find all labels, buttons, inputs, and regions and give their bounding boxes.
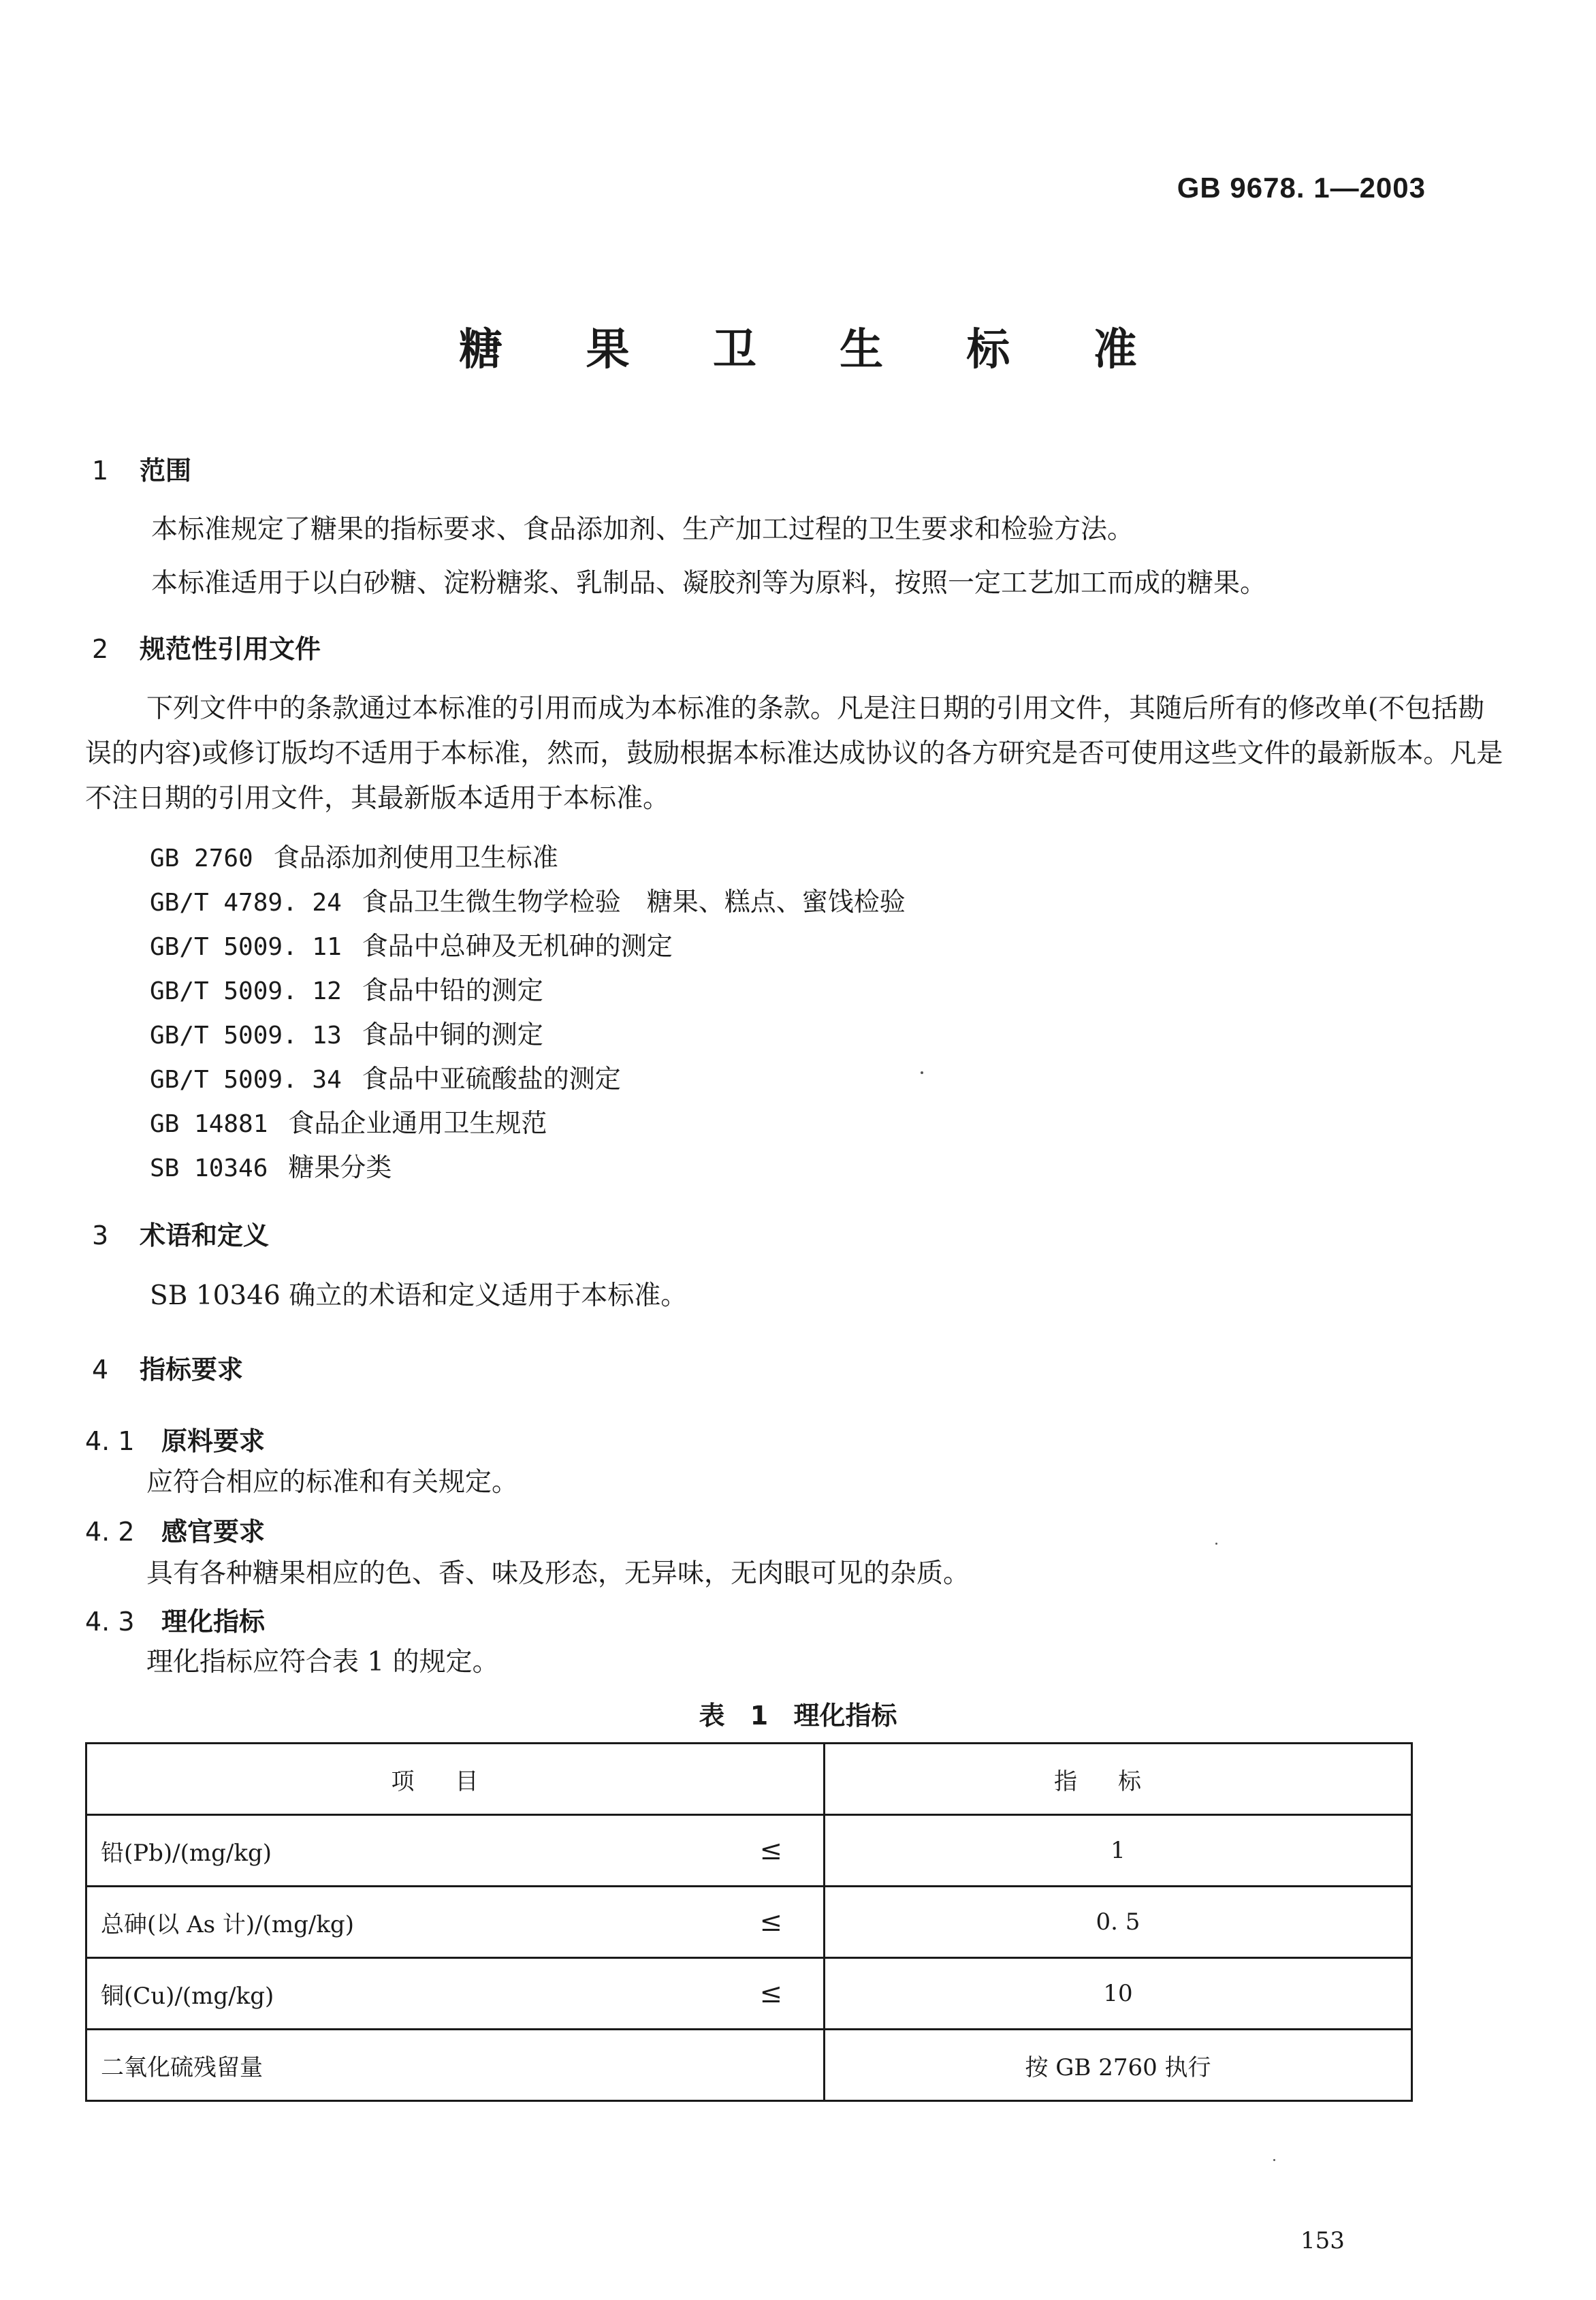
row-item-label: 二氧化硫残留量 [101, 2053, 263, 2081]
section-number: 1 [92, 456, 109, 486]
reference-item [150, 1102, 547, 1139]
section-1-heading [92, 450, 191, 487]
subsection-title: 感官要求 [161, 1517, 266, 1547]
standard-code: GB 9678. 1—2003 [1177, 172, 1426, 204]
section-3-heading [92, 1214, 269, 1252]
subsection-4-2-para: 具有各种糖果相应的色、香、味及形态，无异味，无肉眼可见的杂质。 [146, 1558, 970, 1589]
reference-item [150, 925, 673, 962]
reference-name: 食品企业通用卫生规范 [288, 1108, 547, 1138]
reference-name: 食品中亚硫酸盐的测定 [362, 1064, 621, 1094]
reference-item [150, 969, 543, 1007]
reference-code: GB 2760 [150, 845, 253, 872]
row-item [86, 1958, 825, 2030]
document-title: 糖 果 卫 生 标 准 [459, 325, 1171, 375]
row-item-label: 总砷(以 As 计)/(mg/kg) [101, 1910, 354, 1938]
subsection-4-1-para: 应符合相应的标准和有关规定。 [146, 1467, 519, 1498]
reference-code: GB/T 4789. 24 [150, 889, 342, 917]
subsection-number: 4. 3 [85, 1607, 135, 1637]
section-4-heading [92, 1349, 243, 1386]
reference-code: GB/T 5009. 11 [150, 933, 342, 961]
row-operator: ≤ [759, 1906, 782, 1938]
reference-item [150, 1013, 543, 1051]
table-row [86, 1815, 1412, 1887]
subsection-4-1-heading [85, 1420, 265, 1458]
reference-name: 食品卫生微生物学检验 糖果、糕点、蜜饯检验 [362, 887, 906, 917]
row-operator: ≤ [759, 1835, 782, 1866]
row-operator: ≤ [759, 1978, 782, 2009]
table-row [86, 1887, 1412, 1958]
table-row [86, 1958, 1412, 2030]
section-number: 4 [92, 1355, 109, 1385]
row-value: 1 [825, 1815, 1412, 1887]
column-header-item: 项目 [86, 1744, 825, 1815]
section-2-heading [92, 628, 321, 665]
reference-code: GB 14881 [150, 1110, 268, 1138]
section-3-para: SB 10346 确立的术语和定义适用于本标准。 [150, 1280, 688, 1311]
reference-name: 糖果分类 [288, 1152, 392, 1182]
scan-speck [921, 1071, 923, 1074]
row-item [86, 1887, 825, 1958]
section-title: 指标要求 [140, 1355, 244, 1385]
row-value: 0. 5 [825, 1887, 1412, 1958]
reference-item [150, 1058, 621, 1095]
row-item-label: 铜(Cu)/(mg/kg) [101, 1982, 274, 2010]
table-caption: 表 1 理化指标 [699, 1701, 897, 1731]
reference-name: 食品中总砷及无机砷的测定 [362, 931, 673, 961]
spec-table [85, 1742, 1413, 2102]
table-row [86, 2030, 1412, 2101]
reference-name: 食品添加剂使用卫生标准 [273, 842, 558, 872]
row-item-label: 铅(Pb)/(mg/kg) [101, 1839, 272, 1867]
row-value: 10 [825, 1958, 1412, 2030]
subsection-4-3-para: 理化指标应符合表 1 的规定。 [146, 1647, 499, 1677]
row-item [86, 1815, 825, 1887]
section-number: 3 [92, 1220, 109, 1250]
table-header-row [86, 1744, 1412, 1815]
row-item [86, 2030, 825, 2101]
reference-name: 食品中铅的测定 [362, 975, 543, 1005]
section-title: 范围 [140, 456, 192, 486]
subsection-title: 理化指标 [161, 1607, 266, 1637]
reference-code: GB/T 5009. 12 [150, 977, 342, 1005]
section-1-para-1: 本标准规定了糖果的指标要求、食品添加剂、生产加工过程的卫生要求和检验方法。 [151, 514, 1134, 545]
page-number: 153 [1300, 2227, 1345, 2254]
subsection-4-3-heading [85, 1601, 265, 1638]
subsection-number: 4. 1 [85, 1426, 135, 1456]
reference-name: 食品中铜的测定 [362, 1020, 543, 1050]
reference-code: GB/T 5009. 13 [150, 1022, 342, 1050]
scan-speck [1273, 2159, 1275, 2161]
reference-item [150, 1146, 392, 1184]
section-title: 术语和定义 [140, 1220, 270, 1250]
section-title: 规范性引用文件 [140, 634, 321, 664]
subsection-title: 原料要求 [161, 1426, 266, 1456]
section-number: 2 [92, 634, 109, 664]
scan-speck [1215, 1543, 1217, 1545]
subsection-4-2-heading [85, 1511, 265, 1548]
row-value: 按 GB 2760 执行 [825, 2030, 1412, 2101]
subsection-number: 4. 2 [85, 1517, 135, 1547]
section-2-intro: 下列文件中的条款通过本标准的引用而成为本标准的条款。凡是注日期的引用文件，其随后所有的修改单(不包括勘误的内容)或修订版均不适用于本标准，然而，鼓励根据本标准达成协议的各方研究是否可使用这些文件的最新版本。凡是不注日期的引用文件，其最新版本适用于本标准。 [85, 693, 1503, 814]
reference-item [150, 836, 558, 874]
reference-item [150, 881, 906, 918]
reference-code: SB 10346 [150, 1154, 268, 1182]
section-1-para-2: 本标准适用于以白砂糖、淀粉糖浆、乳制品、凝胶剂等为原料，按照一定工艺加工而成的糖果。 [151, 568, 1267, 599]
column-header-value: 指标 [825, 1744, 1412, 1815]
reference-code: GB/T 5009. 34 [150, 1066, 342, 1094]
